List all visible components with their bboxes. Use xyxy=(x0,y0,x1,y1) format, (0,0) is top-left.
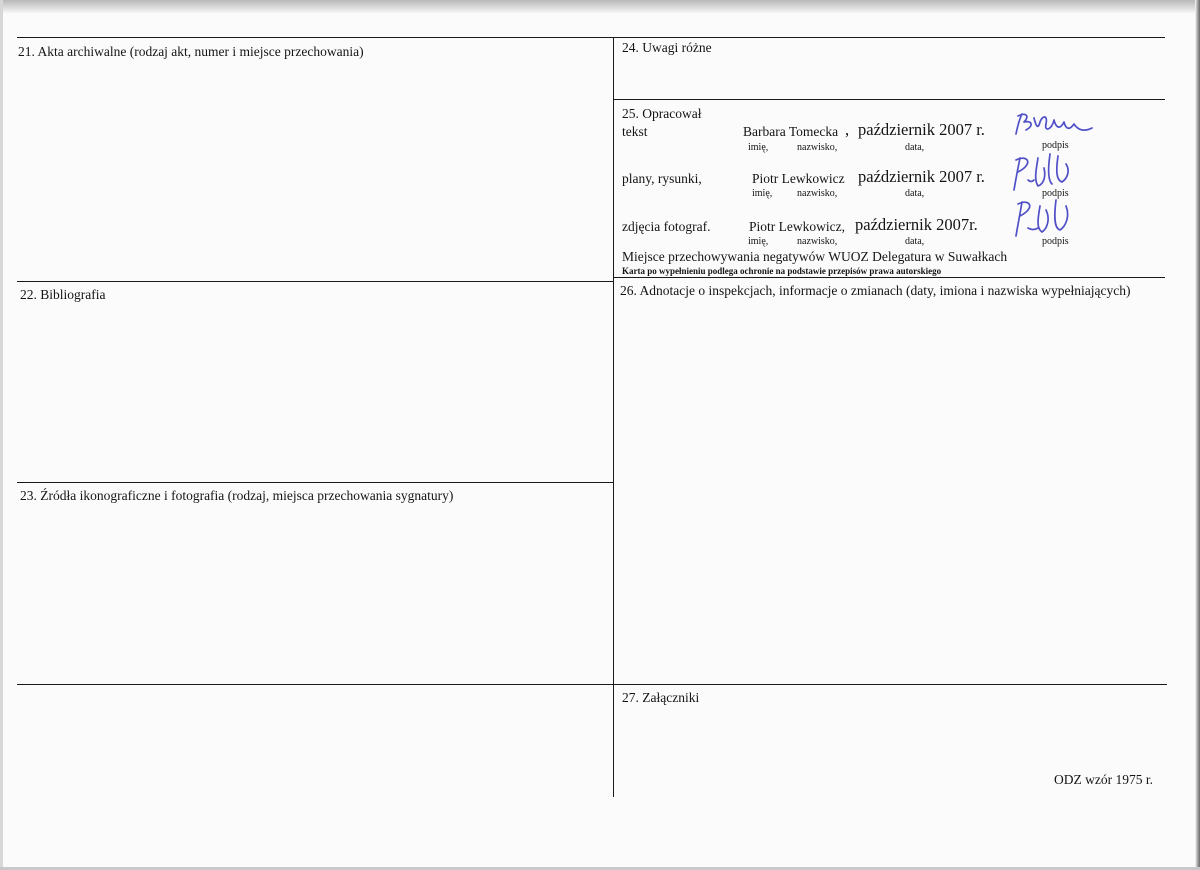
form-version: ODZ wzór 1975 r. xyxy=(1054,772,1153,787)
caption-signature-2: podpis xyxy=(1042,188,1069,199)
section-26-label: 26. Adnotacje o inspekcjach, informacje o zmianach (daty, imiona i nazwiska wypełniających) xyxy=(620,283,1131,298)
signature-1-image xyxy=(1012,104,1102,144)
caption-first-2: imię, xyxy=(752,188,773,199)
section-24-label: 24. Uwagi różne xyxy=(622,40,712,55)
author-name-2: Piotr Lewkowicz xyxy=(752,171,845,186)
scan-top-shadow xyxy=(0,0,1200,14)
caption-last-2: nazwisko, xyxy=(797,188,838,199)
divider-21-22 xyxy=(17,281,614,282)
caption-first-3: imię, xyxy=(748,236,769,247)
signature-3-image xyxy=(1006,196,1086,242)
column-divider xyxy=(613,37,614,797)
role-text: tekst xyxy=(622,124,648,139)
caption-date-1: data, xyxy=(905,142,925,153)
caption-date-2: data, xyxy=(905,188,925,199)
author-name-3: Piotr Lewkowicz, xyxy=(749,219,845,234)
caption-last-1: nazwisko, xyxy=(797,142,838,153)
scan-left-edge xyxy=(0,0,3,870)
role-plans: plany, rysunki, xyxy=(622,171,702,186)
divider-22-23 xyxy=(17,482,614,483)
caption-date-3: data, xyxy=(905,236,925,247)
section-22-label: 22. Bibliografia xyxy=(20,287,106,302)
caption-first-1: imię, xyxy=(748,142,769,153)
role-photos: zdjęcia fotograf. xyxy=(622,219,711,234)
caption-signature-3: podpis xyxy=(1042,236,1069,247)
author-name-1: Barbara Tomecka xyxy=(743,124,839,139)
caption-last-3: nazwisko, xyxy=(797,236,838,247)
divider-bottom-row xyxy=(17,684,1167,685)
copyright-note: Karta po wypełnieniu podlega ochronie na podstawie przepisów prawa autorskiego xyxy=(622,266,942,276)
section-21-label: 21. Akta archiwalne (rodzaj akt, numer i miejsce przechowania) xyxy=(18,44,364,59)
negatives-storage: Miejsce przechowywania negatywów WUOZ Delegatura w Suwałkach xyxy=(622,249,1008,264)
section-27-label: 27. Załączniki xyxy=(622,690,700,705)
scan-right-edge xyxy=(1195,0,1200,870)
divider-24-25 xyxy=(613,99,1165,100)
signature-2-image xyxy=(1004,150,1084,196)
date-2: październik 2007 r. xyxy=(858,167,985,186)
author-sep-1: , xyxy=(845,120,850,139)
section-25-label: 25. Opracował xyxy=(622,106,702,121)
row-divider-top xyxy=(17,37,1165,38)
date-1: październik 2007 r. xyxy=(858,120,985,139)
divider-25-26 xyxy=(613,277,1165,278)
caption-signature-1: podpis xyxy=(1042,140,1069,151)
date-3: październik 2007r. xyxy=(855,215,978,234)
section-23-label: 23. Źródła ikonograficzne i fotografia (rodzaj, miejsca przechowania sygnatury) xyxy=(20,488,454,503)
